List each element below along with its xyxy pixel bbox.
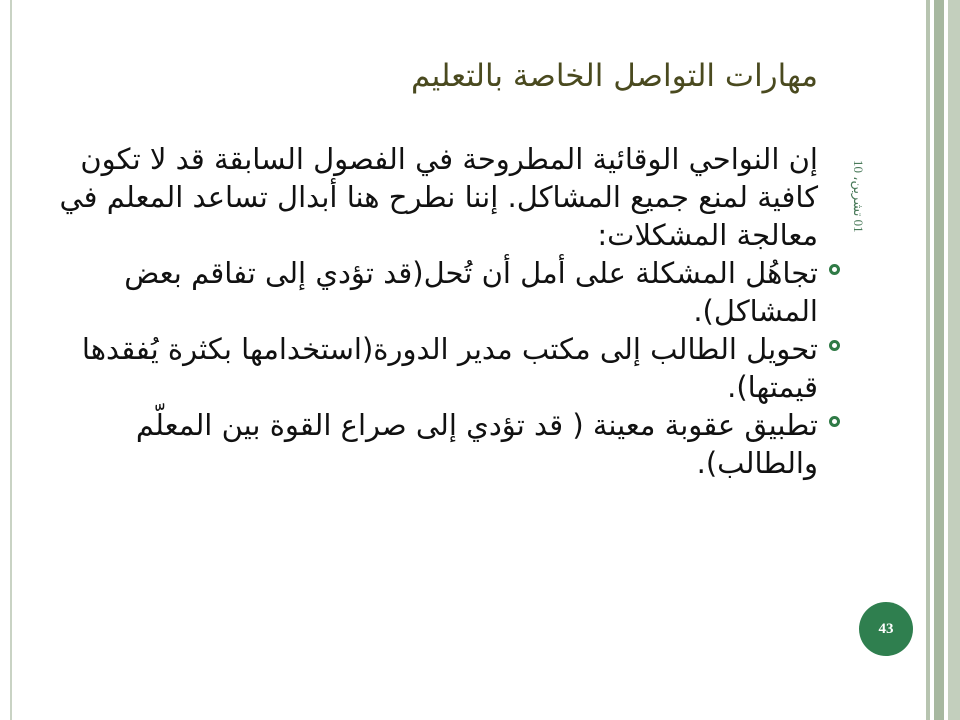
right-border-stripe	[934, 0, 944, 720]
bullet-item	[40, 254, 818, 330]
bullet-item	[40, 330, 818, 406]
circle-bullet-icon	[829, 416, 840, 427]
bullet-item	[40, 406, 818, 482]
slide-date: 01 تشرين، 10	[851, 160, 866, 233]
circle-bullet-icon	[829, 340, 840, 351]
right-border-stripe	[948, 0, 960, 720]
intro-paragraph: إن النواحي الوقائية المطروحة في الفصول السابقة قد لا تكون كافية لمنع جميع المشاكل. إننا نطرح هنا أبدال تساعد المعلم في معالجة المشكلات:	[59, 142, 818, 252]
bullet-text: تجاهُل المشكلة على أمل أن تُحل(قد تؤدي إلى تفاقم بعض المشاكل).	[124, 256, 818, 328]
slide-title: مهارات التواصل الخاصة بالتعليم	[410, 58, 818, 94]
bullet-list	[40, 254, 818, 482]
bullet-text: تطبيق عقوبة معينة ( قد تؤدي إلى صراع القوة بين المعلّم والطالب).	[135, 408, 818, 480]
slide-body	[40, 140, 818, 482]
circle-bullet-icon	[829, 264, 840, 275]
bullet-text: تحويل الطالب إلى مكتب مدير الدورة(استخدامها بكثرة يُفقدها قيمتها).	[81, 332, 818, 404]
left-frame-line	[10, 0, 12, 720]
page-number-badge: 43	[859, 602, 913, 656]
